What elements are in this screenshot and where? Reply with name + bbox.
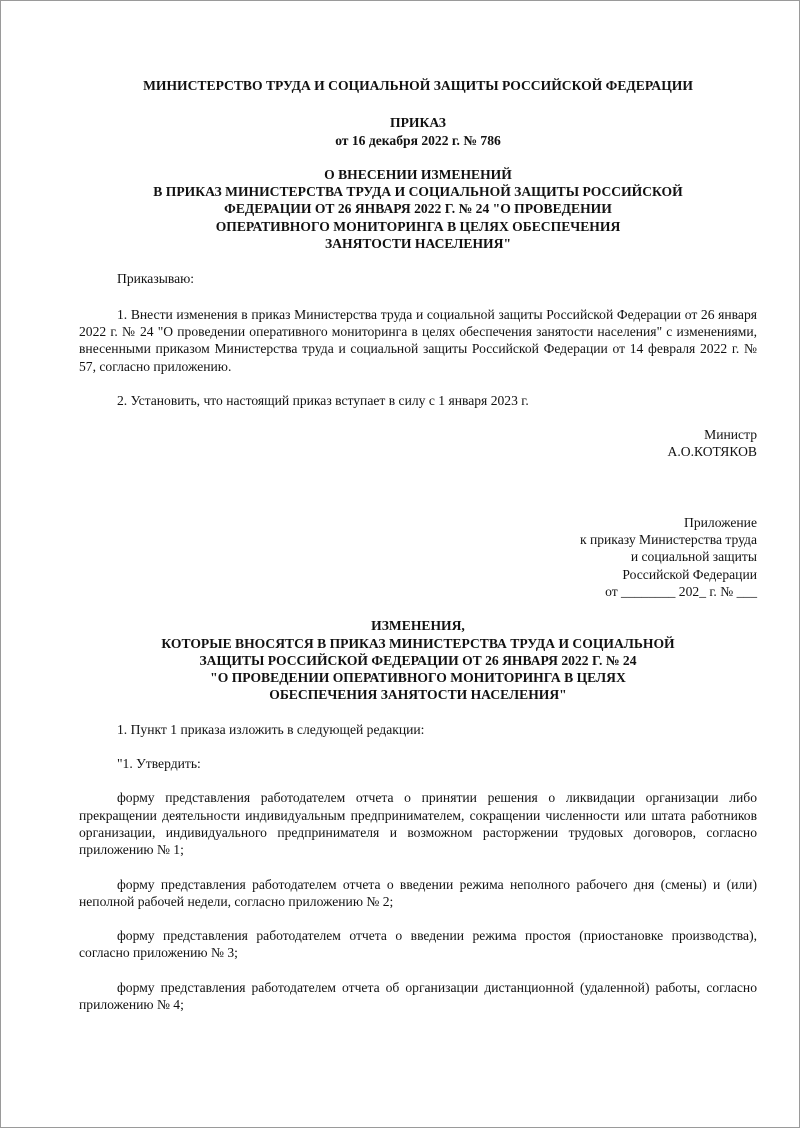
ministry-name: МИНИСТЕРСТВО ТРУДА И СОЦИАЛЬНОЙ ЗАЩИТЫ РОССИЙСКОЙ ФЕДЕРАЦИИ — [143, 78, 693, 93]
appendix-header — [79, 514, 757, 600]
order-subject — [79, 166, 757, 252]
changes-title — [79, 617, 757, 703]
order-item-2: 2. Установить, что настоящий приказ вступает в силу с 1 января 2023 г. — [117, 392, 529, 408]
subject-line: О ВНЕСЕНИИ ИЗМЕНЕНИЙ — [324, 166, 512, 182]
signature-name: А.О.КОТЯКОВ — [667, 444, 757, 460]
subject-line: ОПЕРАТИВНОГО МОНИТОРИНГА В ЦЕЛЯХ ОБЕСПЕЧЕНИЯ — [215, 218, 621, 234]
order-title: ПРИКАЗ — [390, 115, 446, 131]
subject-line: ФЕДЕРАЦИИ ОТ 26 ЯНВАРЯ 2022 Г. № 24 "О ПРОВЕДЕНИИ — [224, 201, 612, 217]
changes-title-line: ИЗМЕНЕНИЯ, — [371, 618, 465, 634]
subject-line: В ПРИКАЗ МИНИСТЕРСТВА ТРУДА И СОЦИАЛЬНОЙ ЗАЩИТЫ РОССИЙСКОЙ — [153, 184, 683, 200]
appendix-line: и социальной защиты — [630, 549, 757, 565]
appendix-line: к приказу Министерства труда — [579, 532, 757, 548]
order-item-1: 1. Внести изменения в приказ Министерства труда и социальной защиты Российской Федерации от 26 января 2022 г. № 24 "О проведении оперативного мониторинга в целях обеспечения занятости населения" с изменениями, внесенными приказом Министерства труда и социальной защиты Российской Федерации от 14 февраля 2022 г. № 57, согласно приложению. — [79, 306, 757, 374]
order-date-number: от 16 декабря 2022 г. № 786 — [335, 132, 501, 148]
appendix-line: Российской Федерации — [622, 566, 757, 582]
change-paragraph: 1. Пункт 1 приказа изложить в следующей редакции: — [117, 721, 425, 737]
changes-title-line: "О ПРОВЕДЕНИИ ОПЕРАТИВНОГО МОНИТОРИНГА В ЦЕЛЯХ — [210, 670, 626, 686]
change-paragraph: "1. Утвердить: — [117, 756, 201, 772]
ministry-heading — [79, 77, 757, 94]
order-word: Приказываю: — [117, 271, 195, 287]
document-content — [79, 77, 757, 1013]
order-heading — [79, 114, 757, 149]
appendix-line: Приложение — [684, 514, 757, 530]
change-paragraph: форму представления работодателем отчета о введении режима неполного рабочего дня (смены) и (или) неполной рабочей недели, согласно приложению № 2; — [79, 876, 757, 909]
appendix-line: от ________ 202_ г. № ___ — [605, 583, 757, 599]
signature-block — [79, 426, 757, 461]
change-paragraph: форму представления работодателем отчета об организации дистанционной (удаленной) работы, согласно приложению № 4; — [79, 979, 757, 1012]
change-paragraph: форму представления работодателем отчета о введении режима простоя (приостановке производства), согласно приложению № 3; — [79, 928, 757, 961]
subject-line: ЗАНЯТОСТИ НАСЕЛЕНИЯ" — [325, 236, 511, 252]
changes-title-line: ЗАЩИТЫ РОССИЙСКОЙ ФЕДЕРАЦИИ ОТ 26 ЯНВАРЯ 2022 Г. № 24 — [199, 652, 637, 668]
change-paragraph: форму представления работодателем отчета о принятии решения о ликвидации организации либо прекращении деятельности индивидуальным предпринимателем, сокращении численности или штата работников организации, индивидуального предпринимателя и возможном расторжении трудовых договоров, согласно приложению № 1; — [79, 790, 757, 858]
signature-position: Министр — [704, 427, 757, 443]
changes-title-line: КОТОРЫЕ ВНОСЯТСЯ В ПРИКАЗ МИНИСТЕРСТВА ТРУДА И СОЦИАЛЬНОЙ — [161, 635, 675, 651]
changes-title-line: ОБЕСПЕЧЕНИЯ ЗАНЯТОСТИ НАСЕЛЕНИЯ" — [269, 687, 567, 703]
